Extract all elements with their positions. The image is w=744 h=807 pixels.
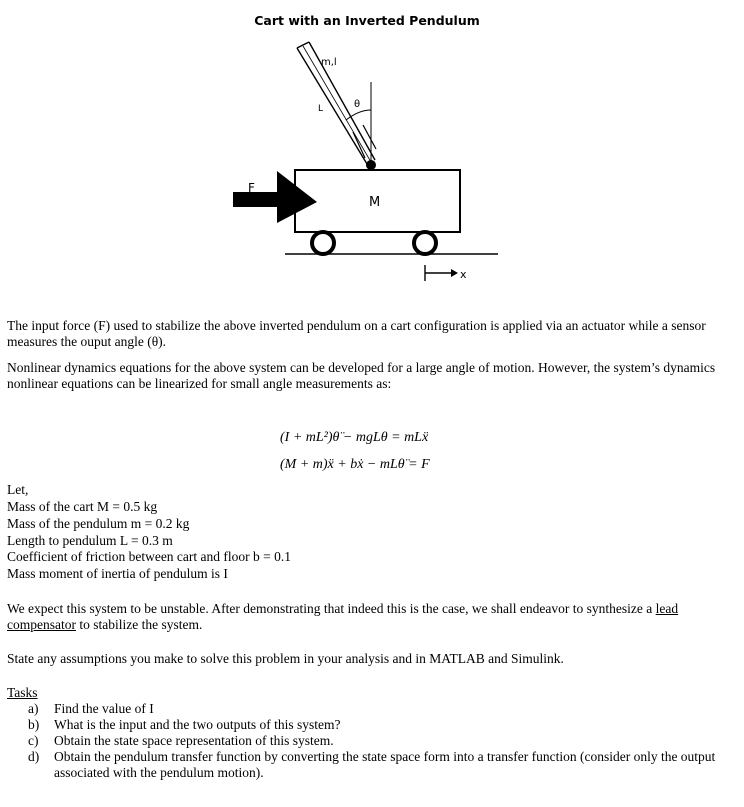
task-item [28,749,728,781]
intro-paragraph: The input force (F) used to stabilize the above inverted pendulum on a cart configuration is applied via an actuator while a sensor measures the ouput angle (θ). [7,318,706,349]
task-text: Obtain the state space representation of this system. [54,733,334,748]
pivot-joint [366,160,376,170]
tasks-list [28,701,728,781]
label-x: x [460,268,467,281]
task-item [28,733,728,749]
param-friction: Coefficient of friction between cart and floor b = 0.1 [7,549,292,564]
lead-compensator-link: lead compensator [7,601,679,632]
label-theta: θ [354,99,361,110]
task-label: a) [28,701,39,716]
label-force: F [248,181,255,195]
equation-1: (I + mL²)θ̈ − mgLθ = mLẍ [280,430,429,445]
task-label: b) [28,717,40,732]
page-title: Cart with an Inverted Pendulum [254,13,480,28]
label-length: L [318,104,324,114]
param-pendulum-length: Length to pendulum L = 0.3 m [7,533,173,548]
objective-text-end: to stabilize the system. [75,617,203,632]
task-label: d) [28,749,40,764]
let-label: Let, [7,482,29,497]
task-label: c) [28,733,39,748]
objective-text-start: We expect this system to be unstable. After demonstrating that indeed this is the case, we shall endeavor to synthesize a [7,601,656,616]
param-inertia: Mass moment of inertia of pendulum is I [7,566,228,581]
cart-pendulum-figure [225,40,515,290]
assumptions-paragraph: State any assumptions you make to solve this problem in your analysis and in MATLAB and Simulink. [7,651,564,666]
right-wheel [414,232,436,254]
task-item [28,701,728,717]
left-wheel [312,232,334,254]
task-text: What is the input and the two outputs of this system? [54,717,341,732]
linearization-paragraph: Nonlinear dynamics equations for the above system can be developed for a large angle of motion. However, the system’s dynamics nonlinear equations can be linearized for small angle measurements as: [7,360,716,391]
label-cart-mass: M [369,195,381,210]
task-text: Find the value of I [54,701,154,716]
param-pendulum-mass: Mass of the pendulum m = 0.2 kg [7,516,190,531]
tasks-heading: Tasks [7,685,38,700]
param-cart-mass: Mass of the cart M = 0.5 kg [7,499,158,514]
task-text: Obtain the pendulum transfer function by converting the state space form into a transfer function (consider only the output associated with the pendulum motion). [54,749,716,780]
label-mass-length: m,l [321,57,337,68]
objective-paragraph [7,601,732,633]
equation-2: (M + m)ẍ + bẋ − mLθ̈ = F [280,457,430,472]
x-axis-arrow-icon [425,265,458,281]
task-item [28,717,728,733]
